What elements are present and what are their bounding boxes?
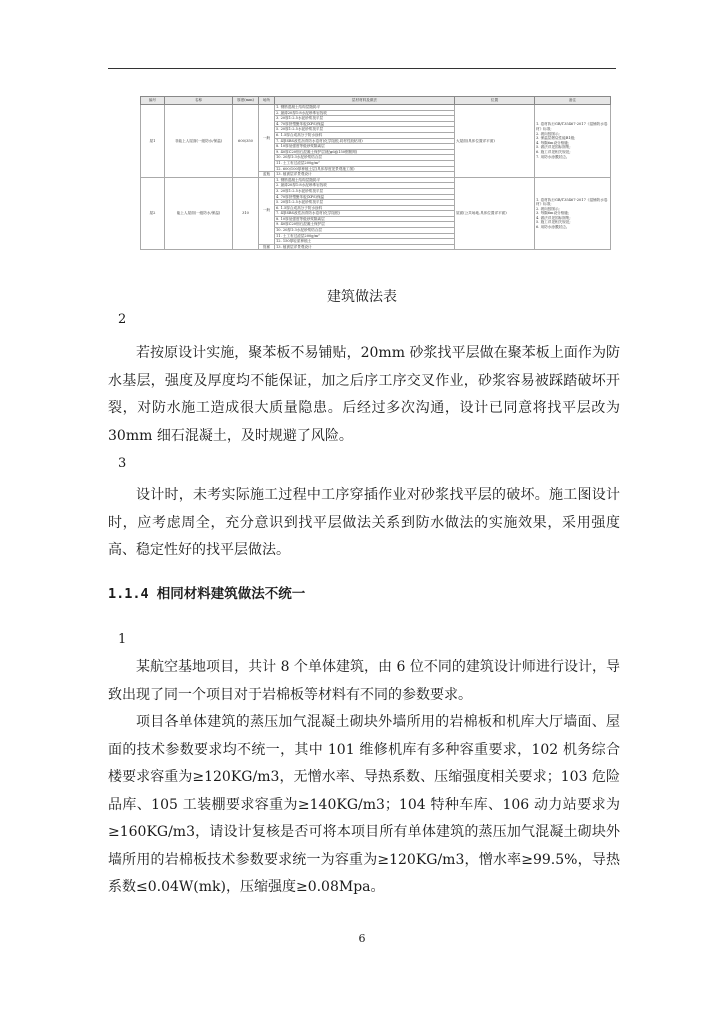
cell-step: 2. 最薄20厚1:8水泥珍珠岩找坡: [275, 183, 455, 189]
cell-step: 12. 150厚轻质种植土: [275, 239, 455, 245]
cell-remarks: [535, 105, 611, 178]
cell-step: 1. 钢筋混凝土结构层随捣平: [275, 105, 455, 111]
cell-zone-special: 蓝瓶: [259, 172, 275, 178]
construction-method-table: [140, 96, 611, 250]
cell-id: 屋2: [141, 177, 165, 250]
cell-step: 10. 20厚1:3水泥砂浆结合层: [275, 155, 455, 161]
remark-line: 1. 卷材执行GB/T35467-2017《湿铺防水卷材》标准;: [536, 197, 608, 207]
cell-position: 大屋面(具体位置详平面): [455, 105, 535, 178]
page-number: 6: [358, 932, 366, 945]
cell-thickness: 600/350: [233, 105, 259, 178]
col-header-position: 位置: [455, 97, 535, 105]
table-caption: 建筑做法表: [327, 289, 397, 305]
remark-line: 5. 做法详见国标图集;: [536, 145, 571, 150]
cell-step: 8. 10厚低强度等级砂浆隔离层: [275, 216, 455, 222]
col-header-remarks: 备注: [535, 97, 611, 105]
cell-step: 13. 植被层详景观设计: [275, 172, 455, 178]
section-number-2: 2: [118, 312, 127, 327]
col-header-steps: 层材材料及做法: [275, 97, 455, 105]
cell-zone-special: 管廊: [259, 244, 275, 250]
cell-step: 10. 20厚1:3水泥砂浆结合层: [275, 228, 455, 234]
section-heading-1-1-4: 1.1.4 相同材料建筑做法不统一: [108, 586, 306, 602]
cell-step: 9. 40厚C20细石混凝土保护层: [275, 222, 455, 228]
section-number-1: 1: [118, 632, 127, 647]
remark-line: 3. 保温层燃烧性能B1级;: [536, 136, 576, 141]
cell-step: 9. 40厚C20细石混凝土保护层(配φ6@150钢筋网): [275, 149, 455, 155]
cell-position: 屋面(公共场地,具体位置详平面): [455, 177, 535, 250]
cell-step: 6. 1.5厚合成高分子防水涂料: [275, 205, 455, 211]
cell-step: 4. 70厚挤塑聚苯板(XPS)保温: [275, 194, 455, 200]
cell-step: 2. 最薄20厚1:8水泥珍珠岩找坡: [275, 110, 455, 116]
remark-line: 6. 施工详见相关规范;: [536, 150, 571, 155]
remark-line: 5. 施工详见相关规范;: [536, 220, 571, 225]
cell-step: 3. 20厚1:2.5水泥砂浆找平层: [275, 188, 455, 194]
cell-step: 1. 钢筋混凝土结构层随捣平: [275, 177, 455, 183]
remark-line: 3. 每隔6m设分格缝;: [536, 211, 570, 216]
cell-step: 11. 土工布过滤层200g/m²: [275, 233, 455, 239]
col-header-thickness: 厚度(mm): [233, 97, 259, 105]
col-header-name: 名称: [165, 97, 233, 105]
cell-step: 13. 植被层详景观设计: [275, 244, 455, 250]
remark-line: 4. 每隔6m设分格缝;: [536, 140, 570, 145]
cell-step: 3. 20厚1:2.5水泥砂浆找平层: [275, 116, 455, 122]
cell-step: 8. 10厚低强度等级砂浆隔离层: [275, 144, 455, 150]
cell-step: 11. 土工布过滤层200g/m²: [275, 160, 455, 166]
cell-step: 5. 20厚1:2.5水泥砂浆找平层: [275, 200, 455, 206]
remark-line: 7. 用防水涂膜封边。: [536, 154, 570, 159]
remark-line: 1. 卷材执行GB/T35467-2017《湿铺防水卷材》标准;: [536, 122, 608, 132]
cell-id: 屋1: [141, 105, 165, 178]
col-header-zone: 场所: [259, 97, 275, 105]
cell-step: 7. 4厚SBS改性沥青防水卷材(化学阻根): [275, 211, 455, 217]
table-body: [141, 105, 611, 250]
remark-line: 2. 坡向按图示;: [536, 206, 560, 211]
cell-step: 4. 70厚挤塑聚苯板(XPS)保温: [275, 121, 455, 127]
cell-step: 5. 20厚1:2.5水泥砂浆找平层: [275, 127, 455, 133]
paragraph-section-3: 设计时，未考实际施工过程中工序穿插作业对砂浆找平层的破坏。施工图设计时，应考虑周全，充分意识到找平层做法关系到防水做法的实施效果，采用强度高、稳定性好的找平层做法。: [108, 487, 620, 558]
cell-remarks: [535, 177, 611, 250]
cell-thickness: 310: [233, 177, 259, 250]
table-header-row: [141, 97, 611, 105]
section-number-3: 3: [118, 456, 127, 471]
col-header-id: 编号: [141, 97, 165, 105]
remark-line: 6. 用防水涂膜封边。: [536, 225, 570, 230]
cell-zone-general: 一般: [259, 105, 275, 172]
paragraph-section-2: 若按原设计实施，聚苯板不易铺贴，20mm 砂浆找平层做在聚苯板上面作为防水基层，强度及厚度均不能保证，加之后序工序交叉作业，砂浆容易被踩踏破坏开裂，对防水施工造成很大质量隐患。后经过多次沟通，设计已同意将找平层改为 30mm 细石混凝土，及时规避了风险。: [108, 345, 620, 444]
paragraph-project-overview: 某航空基地项目，共计 8 个单体建筑，由 6 位不同的建筑设计师进行设计，导致出现了同一个项目对于岩棉板等材料有不同的参数要求。: [108, 659, 620, 703]
paragraph-rock-wool-parameters: 项目各单体建筑的蒸压加气混凝土砌块外墙所用的岩棉板和机库大厅墙面、屋面的技术参数要求均不统一，其中 101 维修机库有多种容重要求，102 机务综合楼要求容重为≥120KG/m3，无憎水率、导热系数、压缩强度相关要求；103 危险品库、105 工装棚要求容重为≥140KG/m3；104 特种车库、106 动力站要求为≥160KG/m3，请设计复核是否可将本项目所有单体建筑的蒸压加气混凝土砌块外墙所用的岩棉板技术参数要求统一为容重为≥120KG/m3，憎水率≥99.5%，导热系数≤0.04W(mk)，压缩强度≥0.08Mpa。: [108, 714, 620, 895]
remark-line: 4. 做法详见国标图集;: [536, 215, 571, 220]
cell-step: 6. 1.5厚合成高分子防水涂料: [275, 132, 455, 138]
cell-step: 12. 600/100厚种植土层(具体厚度见景观施工图): [275, 166, 455, 172]
cell-zone-general: 一般: [259, 177, 275, 244]
cell-name: 能上人屋面(一级防水/保温): [165, 177, 233, 250]
cell-step: 7. 4厚SBS改性沥青防水卷材(化学阻根,同材性胶粘剂): [275, 138, 455, 144]
cell-name: 非能上人屋面(一级防水/保温): [165, 105, 233, 178]
remark-line: 2. 坡向按图示;: [536, 131, 560, 136]
header-rule: [108, 68, 616, 69]
